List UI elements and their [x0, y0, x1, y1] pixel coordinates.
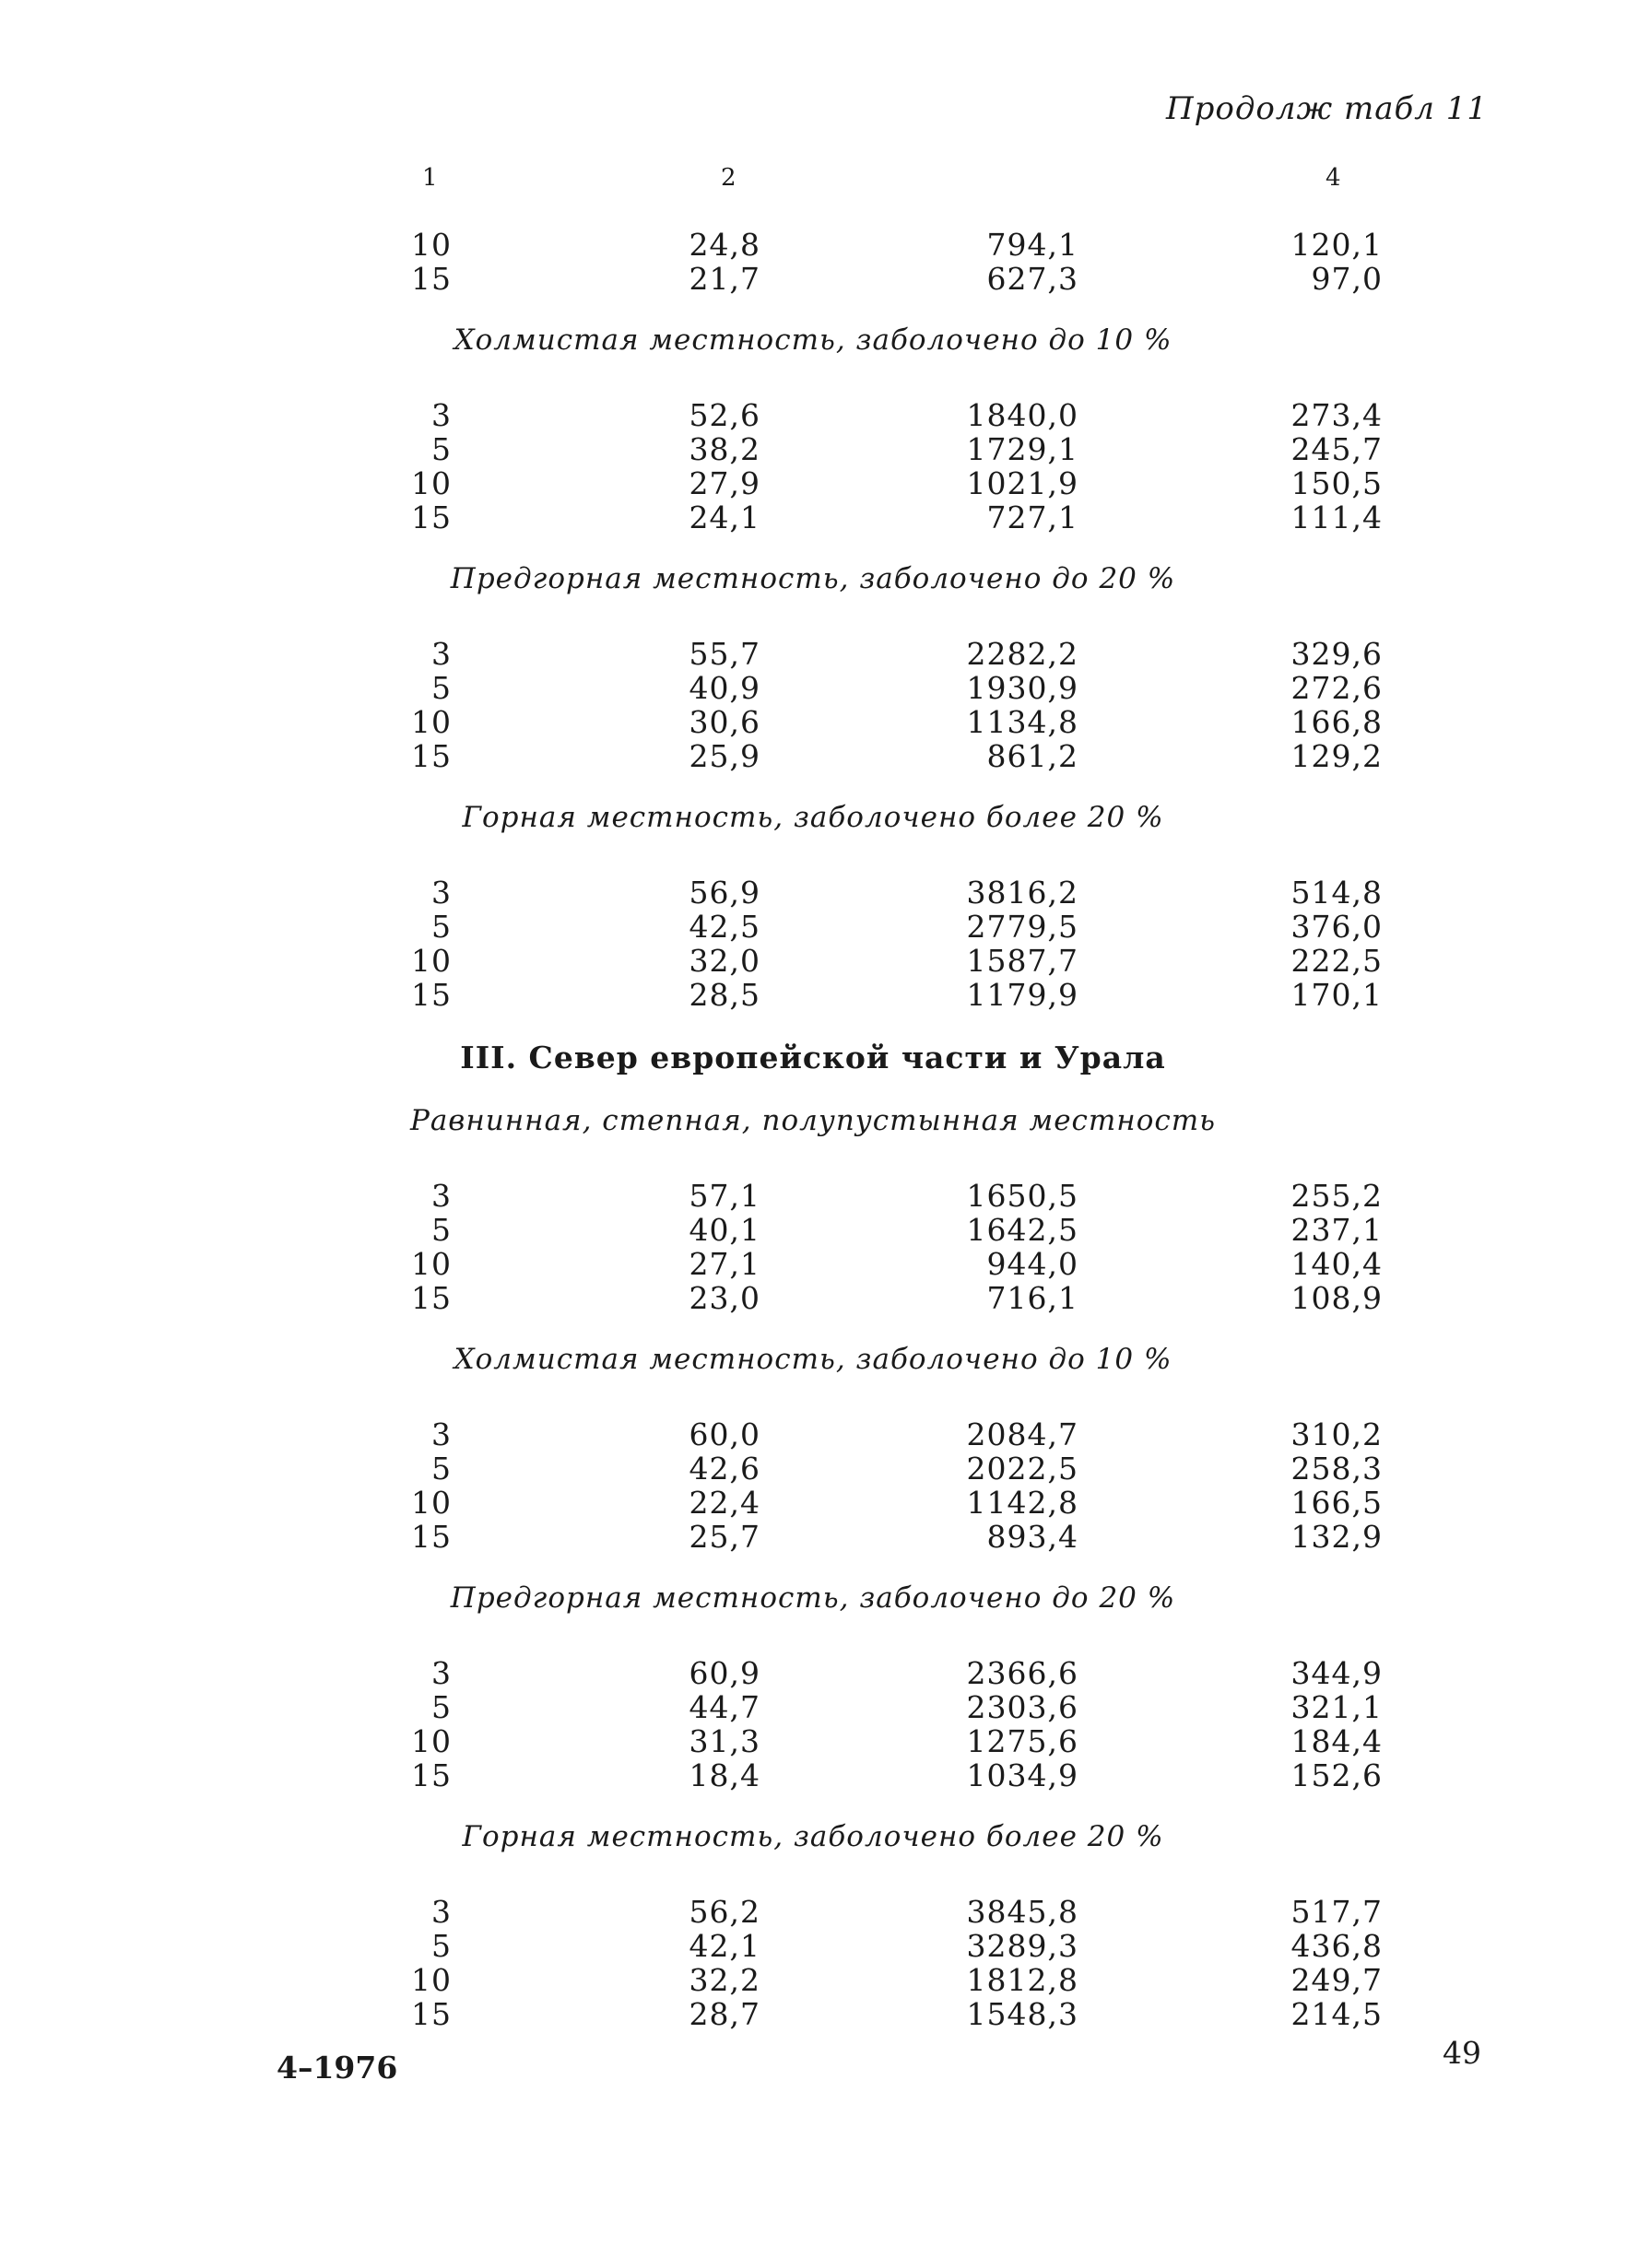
table-cell: 166,8: [1290, 704, 1383, 740]
table-row: [0, 465, 1626, 500]
table-section-title: III. Север европейской части и Урала: [460, 1040, 1166, 1075]
table-cell: 861,2: [986, 738, 1078, 774]
table-cell: 514,8: [1290, 875, 1383, 911]
table-row: [0, 1655, 1626, 1690]
table-cell: 321,1: [1290, 1689, 1383, 1725]
page-number: 49: [1443, 2035, 1481, 2071]
table-cell: 1179,9: [966, 977, 1078, 1013]
table-cell: 2779,5: [966, 909, 1078, 945]
table-cell: 273,4: [1290, 397, 1383, 433]
table-row: [0, 227, 1626, 262]
table-cell: 1729,1: [966, 431, 1078, 467]
table-cell: 28,7: [689, 1996, 760, 2032]
table-cell: 57,1: [689, 1178, 760, 1214]
table-cell: 5: [431, 1451, 452, 1487]
table-cell: 5: [431, 1212, 452, 1248]
table-cell: 214,5: [1290, 1996, 1383, 2032]
table-cell: 25,7: [689, 1519, 760, 1555]
table-cell: 111,4: [1290, 499, 1383, 535]
table-cell: 140,4: [1290, 1246, 1383, 1282]
table-subsection-title: Холмистая местность, заболочено до 10 %: [454, 1343, 1172, 1376]
table-row: [0, 431, 1626, 466]
table-cell: 60,0: [689, 1416, 760, 1452]
table-cell: 108,9: [1290, 1280, 1383, 1316]
table-cell: 5: [431, 431, 452, 467]
table-cell: 2303,6: [966, 1689, 1078, 1725]
table-row: [0, 909, 1626, 944]
table-row: [0, 397, 1626, 432]
table-cell: 10: [411, 704, 452, 740]
table-cell: 27,1: [689, 1246, 760, 1282]
table-cell: 15: [411, 499, 452, 535]
table-row: [0, 1416, 1626, 1451]
column-header-4: 4: [1326, 164, 1341, 192]
table-row: [0, 1757, 1626, 1792]
table-cell: 40,1: [689, 1212, 760, 1248]
table-cell: 222,5: [1290, 943, 1383, 979]
table-cell: 15: [411, 977, 452, 1013]
table-continuation-label: Продолж табл 11: [1166, 90, 1488, 127]
table-cell: 1642,5: [966, 1212, 1078, 1248]
print-mark: 4–1976: [277, 2050, 398, 2086]
table-row: [0, 1996, 1626, 2031]
table-cell: 15: [411, 261, 452, 297]
table-subsection-title: Горная местность, заболочено более 20 %: [462, 801, 1164, 834]
table-cell: 1275,6: [966, 1723, 1078, 1759]
table-cell: 944,0: [986, 1246, 1078, 1282]
table-cell: 28,5: [689, 977, 760, 1013]
table-row: [0, 943, 1626, 978]
table-cell: 23,0: [689, 1280, 760, 1316]
table-row: [0, 1689, 1626, 1724]
column-header-1: 1: [422, 164, 438, 192]
table-cell: 245,7: [1290, 431, 1383, 467]
table-row: [0, 1485, 1626, 1520]
table-cell: 3: [431, 1178, 452, 1214]
table-cell: 56,9: [689, 875, 760, 911]
column-header-2: 2: [721, 164, 736, 192]
table-row: [0, 875, 1626, 910]
table-cell: 15: [411, 1996, 452, 2032]
table-subsection-title: Предгорная местность, заболочено до 20 %: [450, 562, 1176, 595]
table-cell: 44,7: [689, 1689, 760, 1725]
table-cell: 10: [411, 227, 452, 263]
table-row: [0, 1962, 1626, 1997]
table-cell: 10: [411, 465, 452, 501]
table-row: [0, 1519, 1626, 1554]
table-cell: 237,1: [1290, 1212, 1383, 1248]
table-cell: 10: [411, 1962, 452, 1998]
table-cell: 3: [431, 1416, 452, 1452]
table-row: [0, 1246, 1626, 1281]
table-cell: 3289,3: [966, 1928, 1078, 1964]
table-cell: 2282,2: [966, 636, 1078, 672]
table-row: [0, 1894, 1626, 1929]
table-cell: 310,2: [1290, 1416, 1383, 1452]
table-cell: 1021,9: [966, 465, 1078, 501]
table-cell: 40,9: [689, 670, 760, 706]
table-subsection-title: Равнинная, степная, полупустынная местность: [409, 1104, 1217, 1137]
table-cell: 10: [411, 943, 452, 979]
table-row: [0, 636, 1626, 671]
table-cell: 376,0: [1290, 909, 1383, 945]
table-cell: 15: [411, 738, 452, 774]
table-cell: 42,1: [689, 1928, 760, 1964]
table-row: [0, 1928, 1626, 1963]
table-cell: 627,3: [986, 261, 1078, 297]
table-cell: 15: [411, 1757, 452, 1793]
table-cell: 344,9: [1290, 1655, 1383, 1691]
table-cell: 27,9: [689, 465, 760, 501]
table-cell: 3: [431, 875, 452, 911]
table-cell: 10: [411, 1485, 452, 1521]
table-cell: 150,5: [1290, 465, 1383, 501]
table-row: [0, 1178, 1626, 1213]
table-cell: 30,6: [689, 704, 760, 740]
table-cell: 1548,3: [966, 1996, 1078, 2032]
table-cell: 258,3: [1290, 1451, 1383, 1487]
table-cell: 2084,7: [966, 1416, 1078, 1452]
table-row: [0, 670, 1626, 705]
table-cell: 31,3: [689, 1723, 760, 1759]
table-cell: 2022,5: [966, 1451, 1078, 1487]
table-cell: 52,6: [689, 397, 760, 433]
table-cell: 3845,8: [966, 1894, 1078, 1930]
table-cell: 716,1: [986, 1280, 1078, 1316]
table-cell: 120,1: [1290, 227, 1383, 263]
table-cell: 170,1: [1290, 977, 1383, 1013]
table-cell: 1930,9: [966, 670, 1078, 706]
table-row: [0, 704, 1626, 739]
table-cell: 24,8: [689, 227, 760, 263]
table-row: [0, 261, 1626, 296]
table-cell: 10: [411, 1723, 452, 1759]
table-cell: 3: [431, 397, 452, 433]
table-cell: 5: [431, 1928, 452, 1964]
table-cell: 249,7: [1290, 1962, 1383, 1998]
table-subsection-title: Горная местность, заболочено более 20 %: [462, 1820, 1164, 1853]
table-row: [0, 1451, 1626, 1486]
table-cell: 1812,8: [966, 1962, 1078, 1998]
table-row: [0, 977, 1626, 1012]
table-cell: 272,6: [1290, 670, 1383, 706]
table-cell: 166,5: [1290, 1485, 1383, 1521]
table-cell: 38,2: [689, 431, 760, 467]
table-cell: 5: [431, 670, 452, 706]
table-cell: 5: [431, 909, 452, 945]
table-cell: 255,2: [1290, 1178, 1383, 1214]
table-cell: 60,9: [689, 1655, 760, 1691]
table-cell: 42,5: [689, 909, 760, 945]
table-row: [0, 1723, 1626, 1758]
table-row: [0, 1280, 1626, 1315]
table-cell: 3816,2: [966, 875, 1078, 911]
table-cell: 184,4: [1290, 1723, 1383, 1759]
table-cell: 21,7: [689, 261, 760, 297]
table-cell: 1840,0: [966, 397, 1078, 433]
table-cell: 1134,8: [966, 704, 1078, 740]
table-cell: 10: [411, 1246, 452, 1282]
table-row: [0, 1212, 1626, 1247]
table-cell: 794,1: [986, 227, 1078, 263]
table-cell: 56,2: [689, 1894, 760, 1930]
table-cell: 22,4: [689, 1485, 760, 1521]
table-cell: 42,6: [689, 1451, 760, 1487]
table-cell: 32,2: [689, 1962, 760, 1998]
table-cell: 1142,8: [966, 1485, 1078, 1521]
table-cell: 24,1: [689, 499, 760, 535]
table-cell: 129,2: [1290, 738, 1383, 774]
table-cell: 15: [411, 1519, 452, 1555]
table-cell: 1650,5: [966, 1178, 1078, 1214]
table-row: [0, 738, 1626, 773]
table-cell: 1034,9: [966, 1757, 1078, 1793]
table-subsection-title: Предгорная местность, заболочено до 20 %: [450, 1581, 1176, 1615]
table-row: [0, 499, 1626, 535]
table-subsection-title: Холмистая местность, заболочено до 10 %: [454, 323, 1172, 357]
table-cell: 32,0: [689, 943, 760, 979]
table-cell: 2366,6: [966, 1655, 1078, 1691]
table-cell: 3: [431, 1894, 452, 1930]
table-cell: 727,1: [986, 499, 1078, 535]
table-cell: 1587,7: [966, 943, 1078, 979]
table-cell: 55,7: [689, 636, 760, 672]
table-cell: 25,9: [689, 738, 760, 774]
table-cell: 329,6: [1290, 636, 1383, 672]
table-cell: 97,0: [1311, 261, 1383, 297]
table-cell: 132,9: [1290, 1519, 1383, 1555]
table-cell: 152,6: [1290, 1757, 1383, 1793]
table-cell: 15: [411, 1280, 452, 1316]
table-cell: 3: [431, 636, 452, 672]
table-cell: 3: [431, 1655, 452, 1691]
table-cell: 18,4: [689, 1757, 760, 1793]
table-cell: 436,8: [1290, 1928, 1383, 1964]
table-cell: 5: [431, 1689, 452, 1725]
table-cell: 893,4: [986, 1519, 1078, 1555]
table-cell: 517,7: [1290, 1894, 1383, 1930]
